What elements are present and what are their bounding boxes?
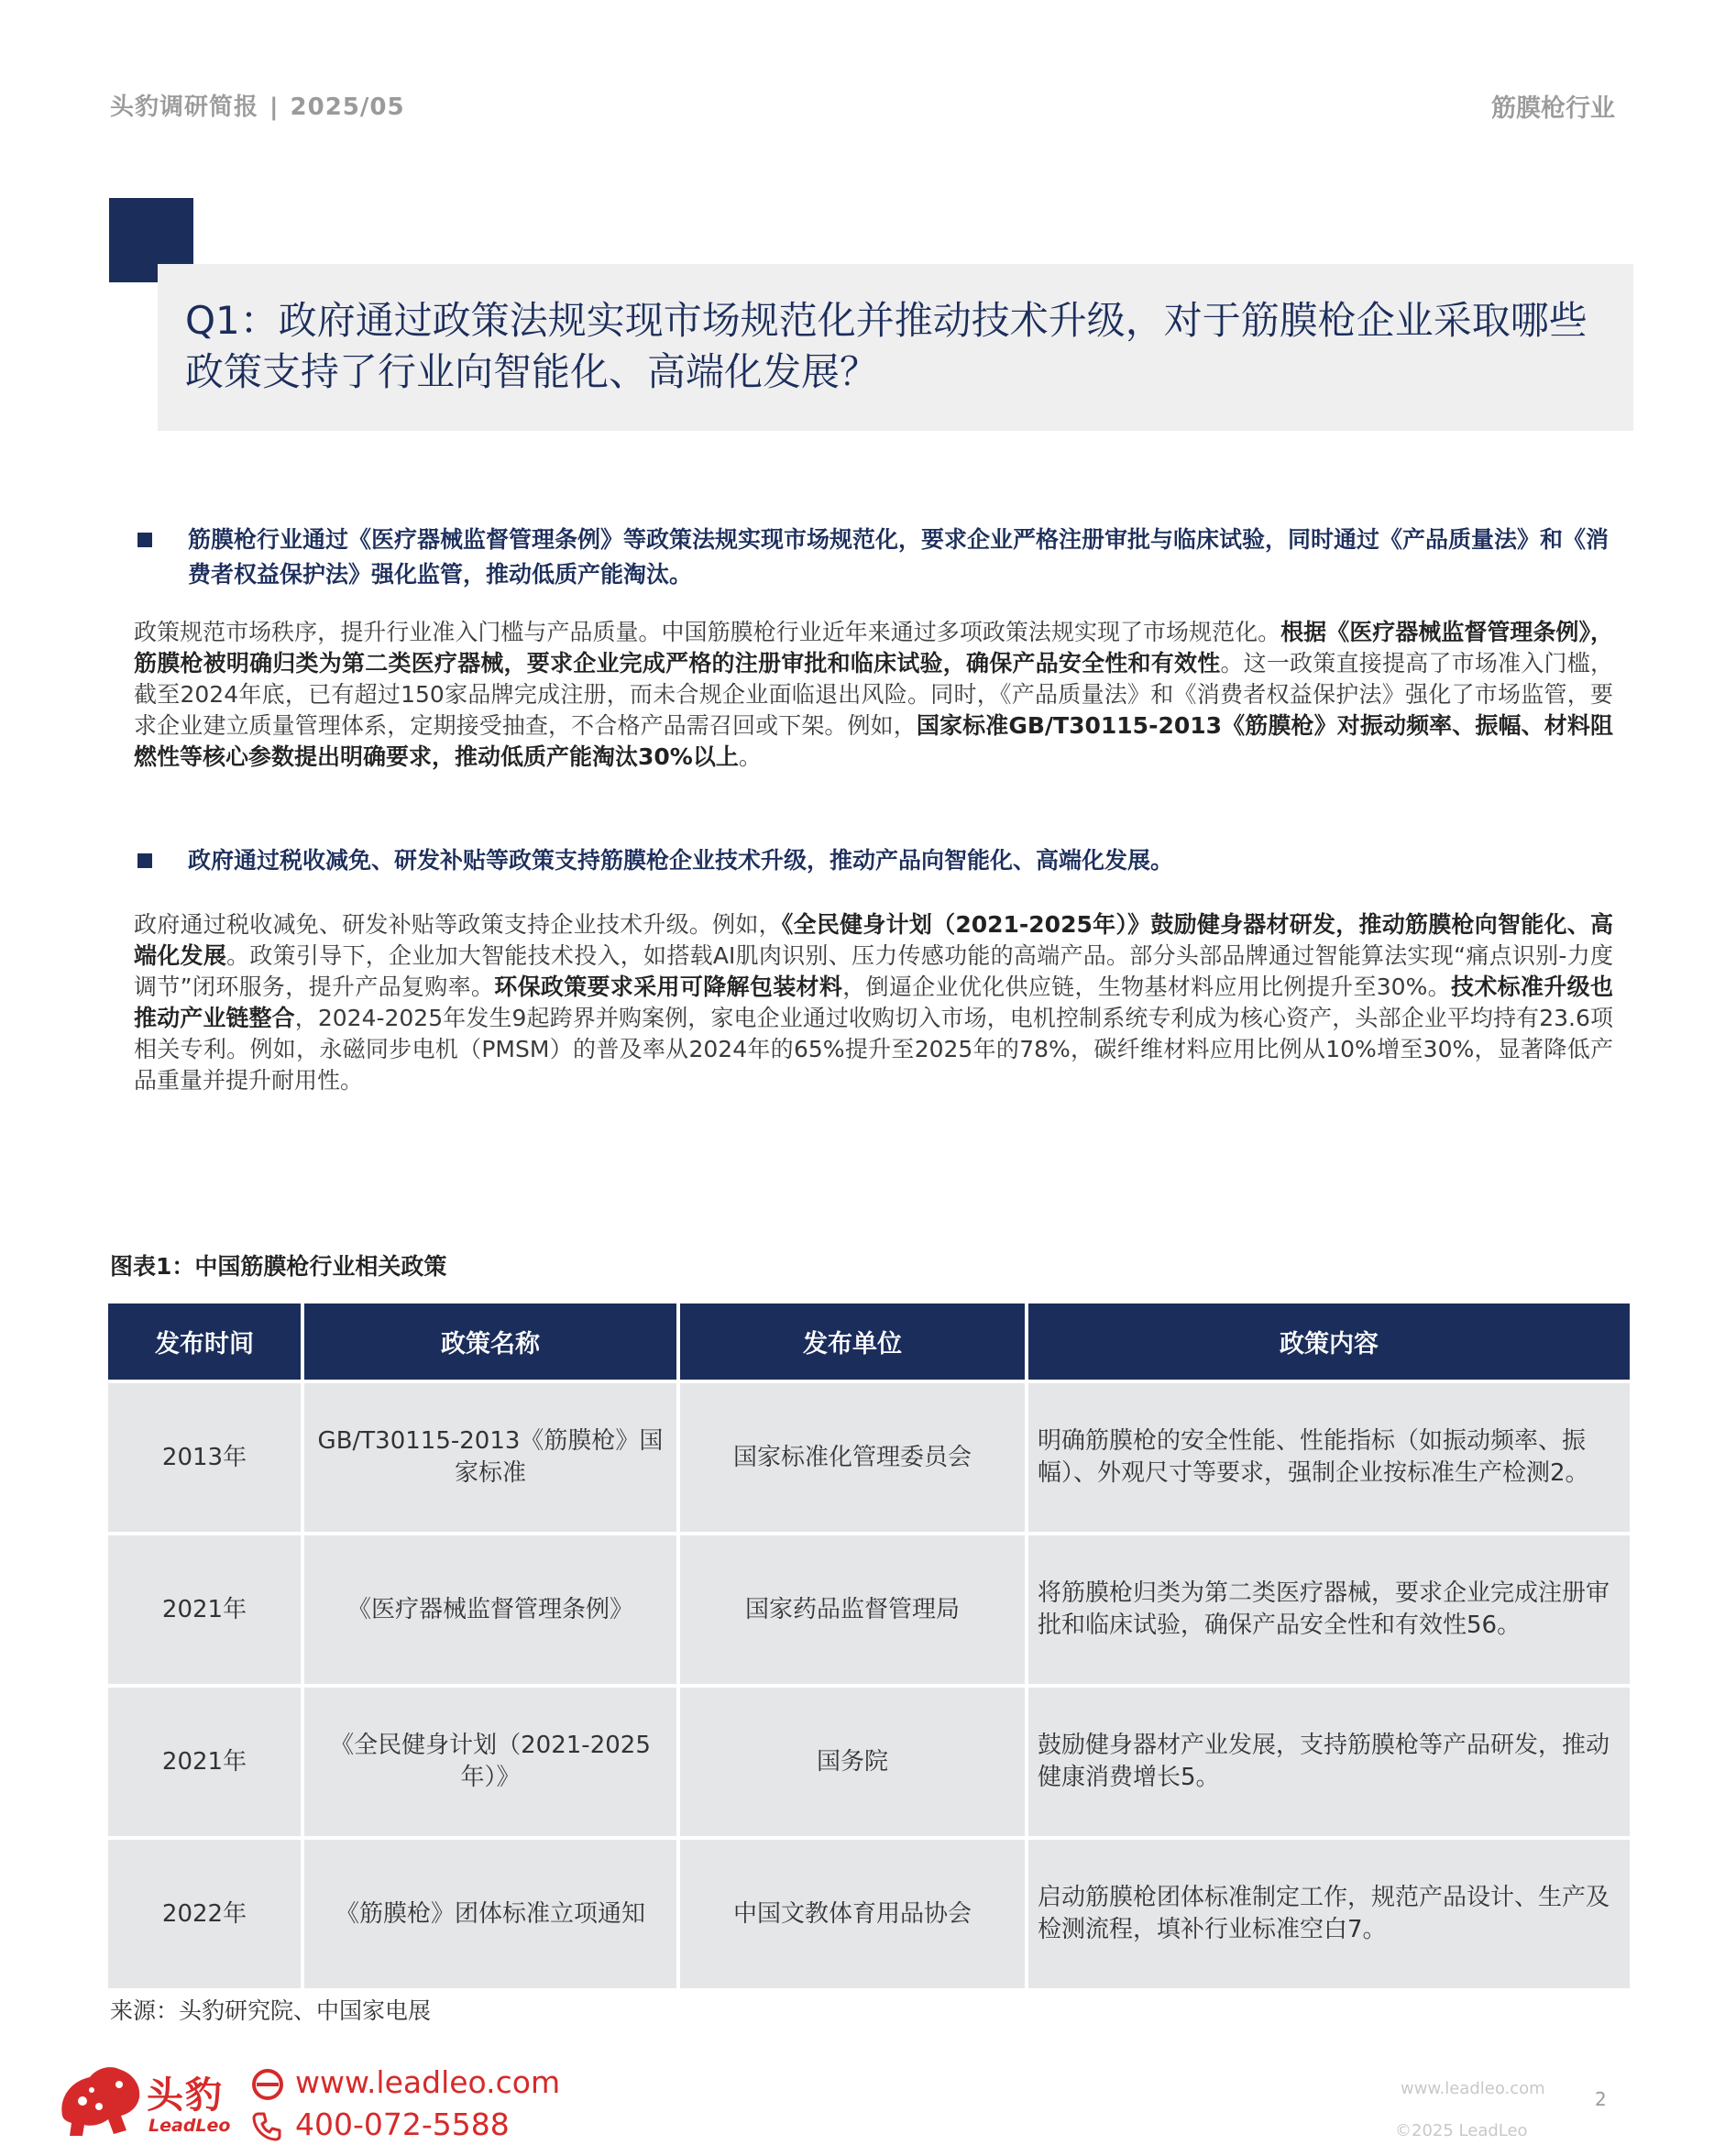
cell-date: 2022年 — [108, 1840, 301, 1988]
key-point-1-text: 筋膜枪行业通过《医疗器械监督管理条例》等政策法规实现市场规范化，要求企业严格注册审批与临床试验，同时通过《产品质量法》和《消费者权益保护法》强化监管，推动低质产能淘汰。 — [188, 526, 1610, 588]
para2-text-2: 。政策引导下，企业加大智能技术投入，如搭载AI肌肉识别、压力传感功能的高端产品。部分头部品牌通过智能算法实现“痛点识别-力度调节”闭环服务，提升产品复购率。 — [134, 942, 1613, 1000]
column-header-policy: 政策名称 — [304, 1304, 676, 1380]
cell-content: 启动筋膜枪团体标准制定工作，规范产品设计、生产及检测流程，填补行业标准空白7。 — [1028, 1840, 1630, 1988]
para1-bold-1: 根据《医疗器械监督管理条例》，筋膜枪被明确归类为第二类医疗器械，要求企业完成严格的注册审批和临床试验，确保产品安全性和有效性 — [134, 619, 1613, 676]
key-point-2 — [137, 843, 1613, 878]
industry-label: 筋膜枪行业 — [1491, 94, 1615, 123]
column-header-content: 政策内容 — [1028, 1304, 1630, 1380]
cell-issuer: 国家药品监督管理局 — [680, 1535, 1025, 1684]
para1-text-2: 。这一政策直接提高了市场准入门槛，截至2024年底，已有超过150家品牌完成注册，而未合规企业面临退出风险。同时，《产品质量法》和《消费者权益保护法》强化了市场监管，要求企业建立质量管理体系，定期接受抽查，不合格产品需召回或下架。例如， — [134, 650, 1613, 739]
report-date: 2025/05 — [290, 94, 405, 121]
table-row — [108, 1840, 1630, 1988]
page-number: 2 — [1595, 2088, 1607, 2110]
header-separator: | — [269, 94, 280, 121]
publication-name: 头豹调研简报 — [110, 94, 259, 121]
table-header-row — [108, 1304, 1630, 1380]
para2-text-4: ，2024-2025年发生9起跨界并购案例，家电企业通过收购切入市场，电机控制系统专利成为核心资产，头部企业平均持有23.6项相关专利。例如，永磁同步电机（PMSM）的普及率从2024年的65%提升至2025年的78%，碳纤维材料应用比例从10%增至30%，显著降低产品重量并提升耐用性。 — [134, 1005, 1613, 1094]
brand-name-en: LeadLeo — [148, 2116, 231, 2136]
para2-text-3: ，倒逼企业优化供应链，生物基材料应用比例提升至30%。 — [842, 974, 1451, 1000]
table-source: 来源：头豹研究院、中国家电展 — [110, 1997, 432, 2024]
para1-bold-2: 国家标准GB/T30115-2013《筋膜枪》对振动频率、振幅、材料阻燃性等核心参数提出明确要求，推动低质产能淘汰30%以上 — [134, 712, 1613, 770]
table-row — [108, 1688, 1630, 1836]
phone-icon — [251, 2111, 282, 2142]
para2-bold-3: 技术标准升级也推动产业链整合 — [134, 974, 1613, 1031]
question-title: Q1：政府通过政策法规实现市场规范化并推动技术升级，对于筋膜枪企业采取哪些政策支持了行业向智能化、高端化发展？ — [185, 298, 1588, 394]
cell-date: 2013年 — [108, 1383, 301, 1532]
cell-policy: 《医疗器械监督管理条例》 — [304, 1535, 676, 1684]
key-point-2-text: 政府通过税收减免、研发补贴等政策支持筋膜枪企业技术升级，推动产品向智能化、高端化发展。 — [188, 847, 1174, 874]
footer-website-small: www.leadleo.com — [1401, 2079, 1545, 2098]
key-point-1 — [137, 522, 1613, 592]
para2-bold-2: 环保政策要求采用可降解包装材料 — [494, 974, 843, 1000]
website-link[interactable]: www.leadleo.com — [295, 2064, 561, 2100]
para2-text-1: 政府通过税收减免、研发补贴等政策支持企业技术升级。例如， — [134, 911, 782, 938]
para2-bold-1: 《全民健身计划（2021-2025年）》鼓励健身器材研发，推动筋膜枪向智能化、高端化发展 — [134, 911, 1613, 969]
body-paragraph-1 — [134, 617, 1613, 773]
cell-date: 2021年 — [108, 1535, 301, 1684]
cell-date: 2021年 — [108, 1688, 301, 1836]
table-row — [108, 1383, 1630, 1532]
policy-table — [104, 1300, 1633, 1992]
cell-content: 鼓励健身器材产业发展，支持筋膜枪等产品研发，推动健康消费增长5。 — [1028, 1688, 1630, 1836]
footer-copyright: ©2025 LeadLeo — [1395, 2121, 1528, 2140]
para1-text-3: 。 — [738, 743, 762, 770]
phone-number[interactable]: 400-072-5588 — [295, 2106, 510, 2142]
figure-title: 图表1：中国筋膜枪行业相关政策 — [110, 1253, 447, 1280]
bullet-square-icon — [137, 533, 152, 547]
bullet-square-icon — [137, 853, 152, 868]
leopard-logo-icon — [55, 2061, 147, 2140]
cell-issuer: 国务院 — [680, 1688, 1025, 1836]
cell-content: 明确筋膜枪的安全性能、性能指标（如振动频率、振幅）、外观尺寸等要求，强制企业按标准生产检测2。 — [1028, 1383, 1630, 1532]
cell-issuer: 国家标准化管理委员会 — [680, 1383, 1025, 1532]
body-paragraph-2 — [134, 909, 1613, 1096]
para1-text-1: 政策规范市场秩序，提升行业准入门槛与产品质量。中国筋膜枪行业近年来通过多项政策法规实现了市场规范化。 — [134, 619, 1281, 645]
column-header-date: 发布时间 — [108, 1304, 301, 1380]
brand-name-cn: 头豹 — [147, 2074, 224, 2117]
web-e-icon — [251, 2068, 284, 2101]
table-row — [108, 1535, 1630, 1684]
report-header — [110, 88, 405, 122]
cell-content: 将筋膜枪归类为第二类医疗器械，要求企业完成注册审批和临床试验，确保产品安全性和有效性56。 — [1028, 1535, 1630, 1684]
column-header-issuer: 发布单位 — [680, 1304, 1025, 1380]
cell-policy: 《筋膜枪》团体标准立项通知 — [304, 1840, 676, 1988]
cell-policy: GB/T30115-2013《筋膜枪》国家标准 — [304, 1383, 676, 1532]
cell-policy: 《全民健身计划（2021-2025年）》 — [304, 1688, 676, 1836]
cell-issuer: 中国文教体育用品协会 — [680, 1840, 1025, 1988]
